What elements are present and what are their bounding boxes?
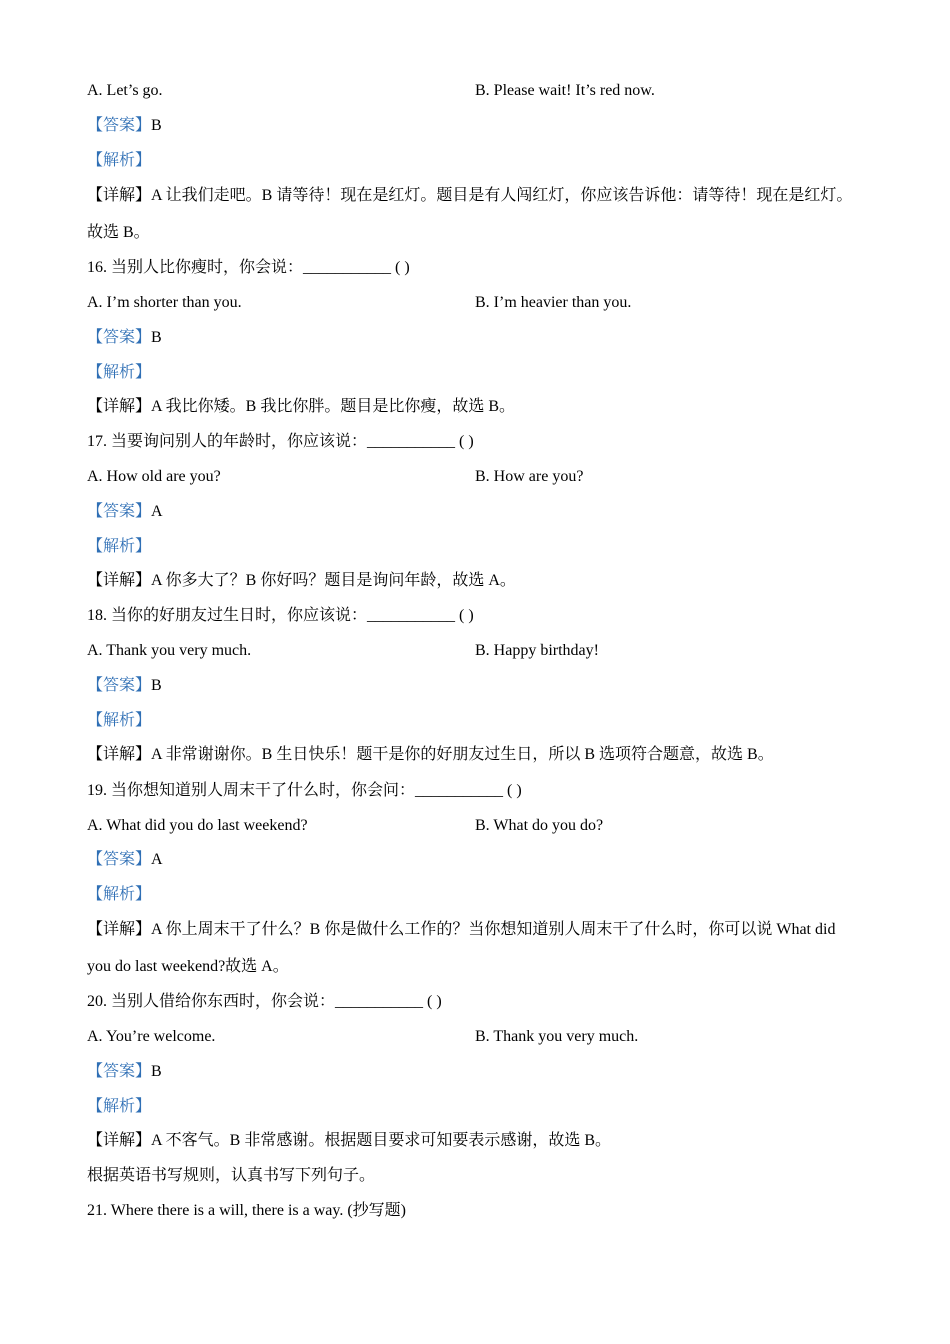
answer-tag: 【答案】 (87, 677, 152, 694)
q15-detail: 【详解】A 让我们走吧。B 请等待！现在是红灯。题目是有人闯红灯，你应该告诉他：请等待！现在是红灯。故选 B。 (87, 187, 853, 241)
answer-tag: 【答案】 (87, 1063, 152, 1080)
q20-detail: 【详解】A 不客气。B 非常感谢。根据题目要求可知要表示感谢，故选 B。 (87, 1132, 612, 1149)
q18-answer (87, 676, 162, 696)
q19-analysis-tag: 【解析】 (87, 886, 152, 903)
q20-answer (87, 1062, 162, 1082)
q19-detail: 【详解】A 你上周末干了什么？B 你是做什么工作的？当你想知道别人周末干了什么时，你可以说 What did you do last weekend?故选 A。 (87, 921, 836, 975)
q16-detail: 【详解】A 我比你矮。B 我比你胖。题目是比你瘦，故选 B。 (87, 398, 516, 415)
answer-value: A (151, 851, 163, 868)
q19-option-a: A. What did you do last weekend? (87, 817, 308, 834)
answer-value: A (151, 503, 163, 520)
answer-tag: 【答案】 (87, 329, 152, 346)
answer-value: B (151, 117, 162, 134)
q18-option-a: A. Thank you very much. (87, 642, 252, 659)
q16-option-b: B. I’m heavier than you. (475, 294, 632, 311)
q17-option-b: B. How are you? (475, 468, 584, 485)
q15-option-b: B. Please wait! It’s red now. (475, 82, 655, 99)
q18-detail: 【详解】A 非常谢谢你。B 生日快乐！题干是你的好朋友过生日，所以 B 选项符合题意，故选 B。 (87, 746, 774, 763)
q19-option-b: B. What do you do? (475, 817, 604, 834)
q19-answer (87, 850, 163, 870)
q18-question: 18. 当你的好朋友过生日时，你应该说：___________ ( ) (87, 607, 474, 624)
q20-analysis-tag: 【解析】 (87, 1098, 152, 1115)
section-instruction: 根据英语书写规则，认真书写下列句子。 (87, 1167, 376, 1184)
q20-option-a: A. You’re welcome. (87, 1028, 216, 1045)
q18-analysis-tag: 【解析】 (87, 712, 152, 729)
answer-value: B (151, 1063, 162, 1080)
q18-option-b: B. Happy birthday! (475, 642, 599, 659)
answer-tag: 【答案】 (87, 117, 152, 134)
q16-analysis-tag: 【解析】 (87, 364, 152, 381)
q15-analysis-tag: 【解析】 (87, 152, 152, 169)
q17-analysis-tag: 【解析】 (87, 538, 152, 555)
q21-question: 21. Where there is a will, there is a way. (抄写题) (87, 1202, 407, 1219)
answer-tag: 【答案】 (87, 503, 152, 520)
q16-question: 16. 当别人比你瘦时，你会说：___________ ( ) (87, 259, 410, 276)
q19-question: 19. 当你想知道别人周末干了什么时，你会问：___________ ( ) (87, 782, 522, 799)
q15-option-a: A. Let’s go. (87, 82, 163, 99)
q20-question: 20. 当别人借给你东西时，你会说：___________ ( ) (87, 993, 442, 1010)
answer-tag: 【答案】 (87, 851, 152, 868)
q16-answer (87, 328, 162, 348)
answer-value: B (151, 329, 162, 346)
q20-option-b: B. Thank you very much. (475, 1028, 639, 1045)
q17-question: 17. 当要询问别人的年龄时，你应该说：___________ ( ) (87, 433, 474, 450)
q16-option-a: A. I’m shorter than you. (87, 294, 242, 311)
q17-option-a: A. How old are you? (87, 468, 221, 485)
answer-value: B (151, 677, 162, 694)
q17-answer (87, 502, 163, 522)
q17-detail: 【详解】A 你多大了？B 你好吗？题目是询问年龄，故选 A。 (87, 572, 516, 589)
q15-answer (87, 116, 162, 136)
